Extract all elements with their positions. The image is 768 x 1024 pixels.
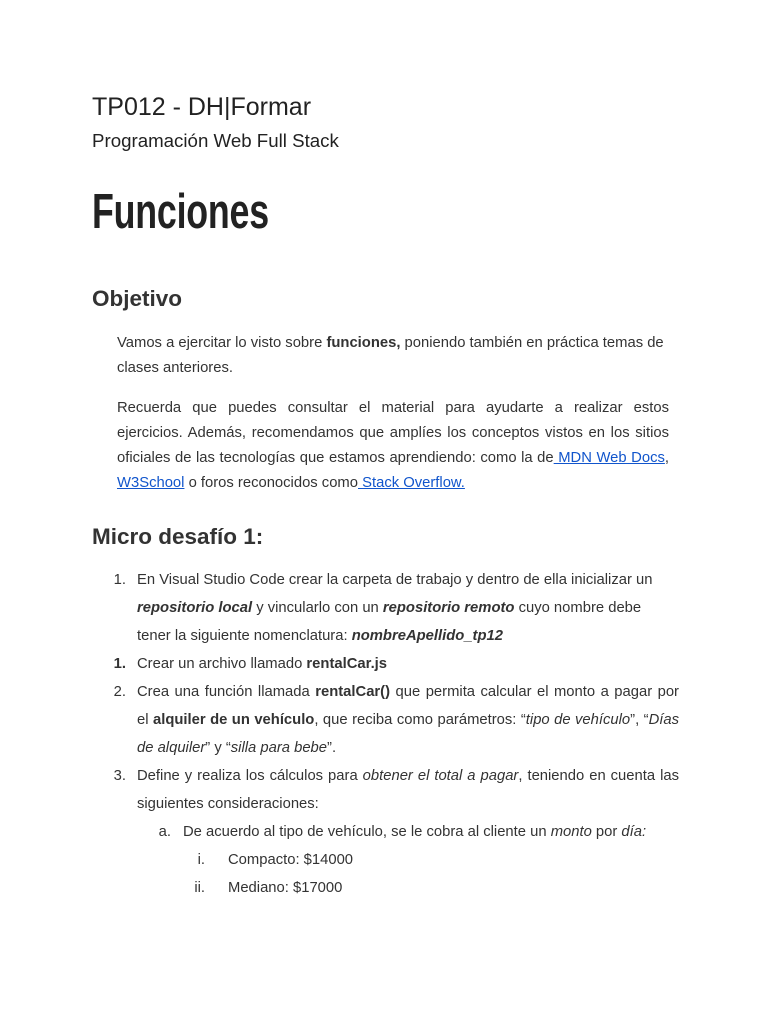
text-segment: ” y “ — [205, 740, 231, 756]
text-segment: Crear un archivo llamado — [137, 656, 307, 672]
text-line — [117, 356, 669, 381]
italic-text: silla para bebe — [230, 740, 328, 756]
list-marker: ii. — [194, 880, 205, 896]
list-item-text — [137, 650, 679, 678]
italic-text: tipo de vehículo — [525, 712, 631, 728]
text-segment: ejercicios. Además, recomendamos que amplíes los conceptos vistos en los sitios — [117, 424, 669, 441]
text-segment: tener la siguiente nomenclatura: — [137, 628, 352, 644]
list-item-text — [137, 762, 679, 818]
section-heading-micro-challenge: Micro desafío 1: — [92, 524, 264, 549]
text-line — [117, 421, 669, 446]
text-segment: el — [137, 712, 153, 728]
text-line — [137, 762, 679, 790]
text-line — [183, 818, 679, 846]
text-segment: clases anteriores. — [117, 359, 233, 376]
section-heading-objective: Objetivo — [92, 286, 183, 311]
list-marker: a. — [158, 824, 171, 840]
text-segment: Vamos a ejercitar lo visto sobre — [117, 334, 327, 351]
text-line — [117, 396, 669, 421]
sub-list-item — [0, 818, 768, 846]
list-item-text — [228, 846, 679, 874]
text-segment: siguientes consideraciones: — [137, 796, 319, 812]
text-line — [117, 446, 669, 471]
text-segment: oficiales de las tecnologías que estamos aprendiendo: como la de — [117, 450, 554, 467]
text-line — [117, 471, 669, 496]
text-line — [137, 706, 679, 734]
bold-italic-text: repositorio remoto — [382, 600, 515, 616]
link-w3school[interactable]: W3School — [117, 475, 185, 492]
italic-text: día: — [621, 824, 647, 840]
link-mdn-web-docs[interactable]: MDN Web Docs — [553, 450, 665, 467]
page-title: Funciones — [92, 185, 269, 239]
italic-text: Días — [648, 712, 679, 728]
list-item — [0, 566, 768, 650]
list-item — [0, 762, 768, 818]
text-segment: y vincularlo con un — [252, 600, 383, 616]
text-segment: cuyo nombre debe — [514, 600, 642, 616]
bold-text: rentalCar.js — [306, 656, 388, 672]
list-item-text — [137, 566, 679, 650]
text-segment: De acuerdo al tipo de vehículo, se le cobra al cliente un — [183, 824, 551, 840]
sub-sub-list-item — [0, 846, 768, 874]
challenge-steps-list — [0, 566, 768, 902]
list-item — [0, 678, 768, 762]
text-line — [228, 874, 679, 902]
list-item-text — [137, 678, 679, 762]
list-marker: 3. — [113, 768, 126, 784]
text-line — [137, 594, 679, 622]
list-marker: 2. — [113, 684, 126, 700]
text-segment: Crea una función llamada — [137, 684, 316, 700]
text-line — [228, 846, 679, 874]
course-code: TP012 - DH|Formar — [92, 93, 312, 121]
text-segment: Compacto: $14000 — [228, 852, 354, 868]
text-segment: por — [591, 824, 622, 840]
text-segment: ”, “ — [630, 712, 649, 728]
link-stack-overflow[interactable]: Stack Overflow. — [358, 475, 465, 492]
text-line — [117, 331, 669, 356]
sub-sub-list-item — [0, 874, 768, 902]
text-segment: , — [664, 450, 670, 467]
text-segment: En Visual Studio Code crear la carpeta de trabajo y dentro de ella inicializar un — [137, 572, 653, 588]
text-segment: ”. — [327, 740, 337, 756]
text-segment: o foros reconocidos como — [184, 475, 358, 492]
text-line — [137, 734, 679, 762]
program-name: Programación Web Full Stack — [92, 130, 339, 151]
list-item-text — [183, 818, 679, 846]
text-segment: Mediano: $17000 — [228, 880, 343, 896]
text-segment: Recuerda que puedes consultar el material para ayudarte a realizar estos — [117, 399, 669, 416]
bold-text: rentalCar() — [315, 684, 391, 700]
text-line — [137, 650, 679, 678]
text-line — [137, 566, 679, 594]
text-segment: , que reciba como parámetros: “ — [314, 712, 526, 728]
italic-text: monto — [550, 824, 592, 840]
list-item-text — [228, 874, 679, 902]
text-line — [137, 622, 679, 650]
bold-text: alquiler de un vehículo — [152, 712, 315, 728]
text-line — [137, 678, 679, 706]
bold-italic-text: repositorio local — [137, 600, 253, 616]
italic-text: obtener el total a pagar — [362, 768, 519, 784]
text-line — [137, 790, 679, 818]
text-segment: , teniendo en cuenta las — [518, 768, 679, 784]
list-marker: 1. — [113, 572, 126, 588]
objective-paragraph-intro — [117, 331, 669, 382]
objective-paragraph-resources — [117, 396, 669, 497]
text-segment: que permita calcular el monto a pagar por — [390, 684, 679, 700]
italic-text: de alquiler — [137, 740, 206, 756]
text-segment: Define y realiza los cálculos para — [137, 768, 363, 784]
list-item — [0, 650, 768, 678]
bold-italic-text: nombreApellido_tp12 — [351, 628, 503, 644]
bold-text: funciones, — [326, 334, 401, 351]
list-marker: 1. — [113, 656, 126, 672]
text-segment: poniendo también en práctica temas de — [400, 334, 664, 351]
list-marker: i. — [197, 852, 205, 868]
